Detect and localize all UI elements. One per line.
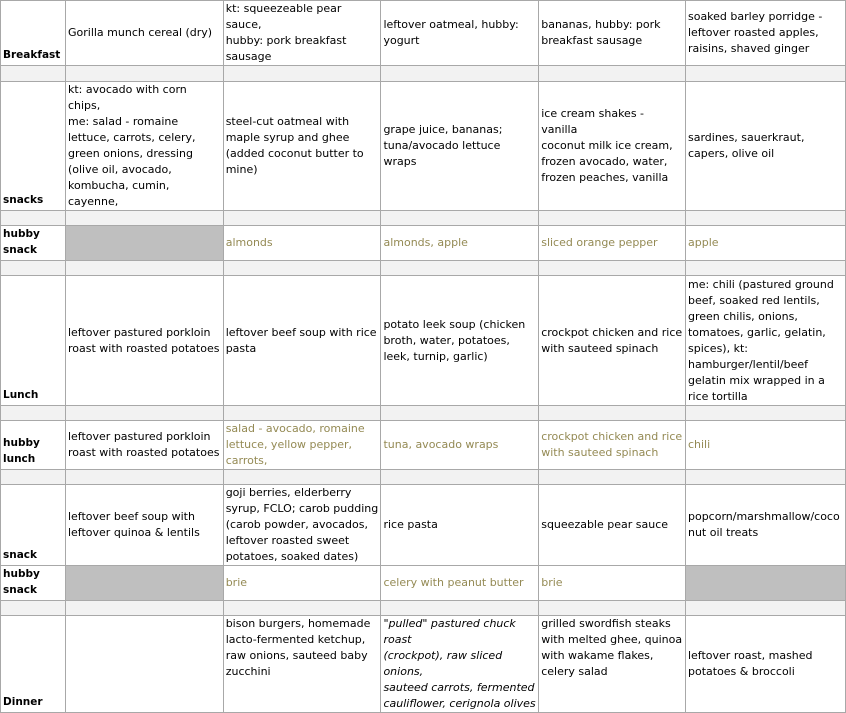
cell-dinner-2[interactable]: bison burgers, homemade lacto-fermented ketchup, raw onions, sauteed baby zucchini	[223, 616, 381, 713]
blank-cell[interactable]	[539, 601, 686, 616]
blank-cell[interactable]	[539, 470, 686, 485]
row-label-hubby-snack[interactable]: hubby snack	[1, 226, 66, 261]
cell-breakfast-2[interactable]: kt: squeezeable pear sauce, hubby: pork breakfast sausage	[223, 1, 381, 66]
blank-cell[interactable]	[381, 470, 539, 485]
blank-cell[interactable]	[539, 406, 686, 421]
row-hubby-snack-1	[1, 226, 846, 261]
blank-cell[interactable]	[685, 601, 845, 616]
spacer-row	[1, 211, 846, 226]
cell-dinner-4[interactable]: grilled swordfish steaks with melted ghee, quinoa with wakame flakes, celery salad	[539, 616, 686, 713]
blank-cell[interactable]	[685, 470, 845, 485]
cell-dinner-3[interactable]: "pulled" pastured chuck roast (crockpot), raw sliced onions, sauteed carrots, fermented cauliflower, cerignola olives	[381, 616, 539, 713]
cell-hubby-snack-1-2[interactable]: almonds	[223, 226, 381, 261]
cell-snacks-4[interactable]: ice cream shakes - vanilla coconut milk ice cream, frozen avocado, water, frozen peaches, vanilla	[539, 82, 686, 211]
blank-cell[interactable]	[223, 601, 381, 616]
row-hubby-lunch	[1, 421, 846, 470]
blank-cell[interactable]	[381, 406, 539, 421]
row-label-breakfast[interactable]: Breakfast	[1, 1, 66, 66]
cell-breakfast-5[interactable]: soaked barley porridge - leftover roasted apples, raisins, shaved ginger	[685, 1, 845, 66]
row-dinner	[1, 616, 846, 713]
blank-cell[interactable]	[223, 261, 381, 276]
cell-hubby-snack-1-3[interactable]: almonds, apple	[381, 226, 539, 261]
blank-cell[interactable]	[1, 601, 66, 616]
row-label-hubby-snack[interactable]: hubby snack	[1, 566, 66, 601]
cell-snacks-2[interactable]: steel-cut oatmeal with maple syrup and ghee (added coconut butter to mine)	[223, 82, 381, 211]
cell-hubby-snack-2-2[interactable]: brie	[223, 566, 381, 601]
spacer-row	[1, 470, 846, 485]
cell-breakfast-1[interactable]: Gorilla munch cereal (dry)	[65, 1, 223, 66]
row-label-snack[interactable]: snack	[1, 485, 66, 566]
blank-cell[interactable]	[685, 66, 845, 82]
blank-cell[interactable]	[65, 261, 223, 276]
blank-cell[interactable]	[223, 470, 381, 485]
spacer-row	[1, 261, 846, 276]
cell-hubby-snack-2-3[interactable]: celery with peanut butter	[381, 566, 539, 601]
blank-cell[interactable]	[381, 261, 539, 276]
blank-cell[interactable]	[685, 261, 845, 276]
cell-breakfast-3[interactable]: leftover oatmeal, hubby: yogurt	[381, 1, 539, 66]
cell-snacks-5[interactable]: sardines, sauerkraut, capers, olive oil	[685, 82, 845, 211]
blank-cell[interactable]	[65, 601, 223, 616]
blank-cell[interactable]	[65, 66, 223, 82]
blank-cell[interactable]	[223, 66, 381, 82]
spacer-row	[1, 406, 846, 421]
row-breakfast	[1, 1, 846, 66]
cell-dinner-1[interactable]	[65, 616, 223, 713]
blank-cell[interactable]	[1, 66, 66, 82]
cell-hubby-lunch-5[interactable]: chili	[685, 421, 845, 470]
cell-snack-5[interactable]: popcorn/marshmallow/coco nut oil treats	[685, 485, 845, 566]
row-label-dinner[interactable]: Dinner	[1, 616, 66, 713]
cell-snacks-1[interactable]: kt: avocado with corn chips, me: salad - romaine lettuce, carrots, celery, green onions, dressing (olive oil, avocado, kombucha, cumin, cayenne,	[65, 82, 223, 211]
row-label-lunch[interactable]: Lunch	[1, 276, 66, 406]
cell-lunch-4[interactable]: crockpot chicken and rice with sauteed spinach	[539, 276, 686, 406]
blank-cell[interactable]	[685, 406, 845, 421]
blank-cell[interactable]	[223, 406, 381, 421]
cell-lunch-3[interactable]: potato leek soup (chicken broth, water, potatoes, leek, turnip, garlic)	[381, 276, 539, 406]
row-label-hubby-lunch[interactable]: hubby lunch	[1, 421, 66, 470]
row-lunch	[1, 276, 846, 406]
cell-hubby-snack-2-4[interactable]: brie	[539, 566, 686, 601]
cell-lunch-5[interactable]: me: chili (pastured ground beef, soaked red lentils, green chilis, onions, tomatoes, garlic, gelatin, spices), kt: hamburger/lentil/beef gelatin mix wrapped in a rice tortilla	[685, 276, 845, 406]
blank-cell[interactable]	[65, 406, 223, 421]
cell-hubby-snack-2-5[interactable]	[685, 566, 845, 601]
blank-cell[interactable]	[539, 66, 686, 82]
row-snacks	[1, 82, 846, 211]
blank-cell[interactable]	[65, 211, 223, 226]
blank-cell[interactable]	[1, 211, 66, 226]
cell-snack-1[interactable]: leftover beef soup with leftover quinoa & lentils	[65, 485, 223, 566]
cell-hubby-lunch-1[interactable]: leftover pastured porkloin roast with roasted potatoes	[65, 421, 223, 470]
cell-hubby-snack-2-1[interactable]	[65, 566, 223, 601]
spacer-row	[1, 601, 846, 616]
blank-cell[interactable]	[539, 211, 686, 226]
blank-cell[interactable]	[539, 261, 686, 276]
cell-hubby-snack-1-1[interactable]	[65, 226, 223, 261]
cell-snack-3[interactable]: rice pasta	[381, 485, 539, 566]
cell-lunch-1[interactable]: leftover pastured porkloin roast with roasted potatoes	[65, 276, 223, 406]
cell-hubby-snack-1-4[interactable]: sliced orange pepper	[539, 226, 686, 261]
blank-cell[interactable]	[1, 406, 66, 421]
blank-cell[interactable]	[65, 470, 223, 485]
spacer-row	[1, 66, 846, 82]
cell-lunch-2[interactable]: leftover beef soup with rice pasta	[223, 276, 381, 406]
blank-cell[interactable]	[223, 211, 381, 226]
blank-cell[interactable]	[381, 601, 539, 616]
blank-cell[interactable]	[1, 261, 66, 276]
cell-snack-2[interactable]: goji berries, elderberry syrup, FCLO; carob pudding (carob powder, avocados, leftover roasted sweet potatoes, soaked dates)	[223, 485, 381, 566]
cell-hubby-lunch-3[interactable]: tuna, avocado wraps	[381, 421, 539, 470]
cell-snacks-3[interactable]: grape juice, bananas; tuna/avocado lettuce wraps	[381, 82, 539, 211]
cell-dinner-5[interactable]: leftover roast, mashed potatoes & broccoli	[685, 616, 845, 713]
row-snack	[1, 485, 846, 566]
cell-snack-4[interactable]: squeezable pear sauce	[539, 485, 686, 566]
blank-cell[interactable]	[685, 211, 845, 226]
cell-hubby-lunch-4[interactable]: crockpot chicken and rice with sauteed spinach	[539, 421, 686, 470]
row-label-snacks[interactable]: snacks	[1, 82, 66, 211]
blank-cell[interactable]	[381, 66, 539, 82]
cell-hubby-snack-1-5[interactable]: apple	[685, 226, 845, 261]
cell-hubby-lunch-2[interactable]: salad - avocado, romaine lettuce, yellow pepper, carrots,	[223, 421, 381, 470]
cell-breakfast-4[interactable]: bananas, hubby: pork breakfast sausage	[539, 1, 686, 66]
row-hubby-snack-2	[1, 566, 846, 601]
blank-cell[interactable]	[381, 211, 539, 226]
blank-cell[interactable]	[1, 470, 66, 485]
